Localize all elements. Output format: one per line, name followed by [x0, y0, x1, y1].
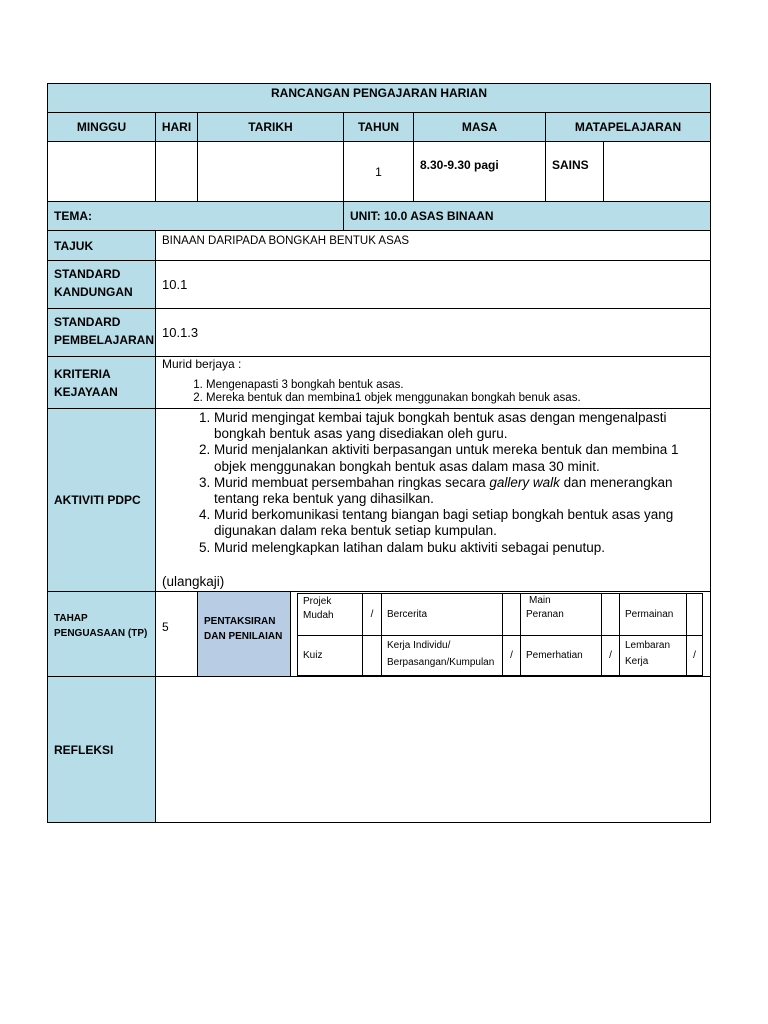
aktiviti-list — [162, 410, 704, 556]
tahap-label — [47, 591, 156, 677]
tajuk-label: TAJUK — [47, 230, 156, 261]
projek-mudah-mark: / — [362, 593, 382, 636]
value-hari — [155, 141, 198, 202]
tahap-value: 5 — [155, 591, 198, 677]
unit-label: UNIT: 10.0 ASAS BINAAN — [343, 201, 711, 231]
main-peranan-line1: Main — [529, 595, 551, 606]
kerja-individu-line2: Berpasangan/Kumpulan — [387, 657, 495, 668]
pemerhatian-mark: / — [601, 635, 620, 677]
aktiviti-item — [214, 410, 694, 442]
kriteria-item: 1. Mengenapasti 3 bongkah bentuk asas. — [206, 379, 704, 392]
lembaran-kerja-line1: Lembaran — [625, 640, 671, 651]
plan-title: RANCANGAN PENGAJARAN HARIAN — [47, 83, 711, 113]
refleksi-value[interactable] — [155, 676, 711, 823]
projek-mudah-label — [297, 593, 363, 636]
kuiz-mark — [362, 635, 382, 677]
kriteria-value — [155, 356, 711, 409]
bercerita-label: Bercerita — [381, 593, 503, 636]
permainan-mark — [686, 593, 703, 636]
standard-pembelajaran-label — [47, 308, 156, 357]
aktiviti-note: (ulangkaji) — [162, 574, 225, 589]
aktiviti-item-emphasis: gallery walk — [489, 474, 560, 490]
standard-kandungan-label-line1: STANDARD — [54, 267, 121, 281]
lembaran-kerja-line2: Kerja — [625, 656, 649, 667]
standard-kandungan-value: 10.1 — [155, 260, 711, 309]
aktiviti-item-text: Murid berkomunikasi tentang biangan bagi setiap bongkah bentuk asas yang digunakan dalam reka bentuk setiap kumpulan. — [214, 507, 674, 539]
lesson-plan-table — [47, 83, 711, 823]
standard-pembelajaran-label-line1: STANDARD — [54, 315, 121, 329]
aktiviti-item-text: Murid mengingat kembai tajuk bongkah bentuk asas dengan mengenalpasti bongkah bentuk asas yang disediakan oleh guru. — [214, 410, 667, 442]
main-peranan-mark — [601, 593, 620, 636]
aktiviti-item-text: Murid menjalankan aktiviti berpasangan untuk mereka bentuk dan membina 1 objek menggunakan bongkah bentuk asas dalam masa 30 minit. — [214, 442, 679, 474]
value-matapelajaran: SAINS — [545, 141, 604, 202]
aktiviti-label: AKTIVITI PDPC — [47, 408, 156, 592]
value-extra — [603, 141, 711, 202]
header-tarikh: TARIKH — [197, 112, 344, 142]
tahap-label-line2: PENGUASAAN (TP) — [54, 628, 148, 639]
kriteria-intro: Murid berjaya : — [162, 357, 242, 371]
kerja-individu-line1: Kerja Individu/ — [387, 640, 451, 651]
header-tahun: TAHUN — [343, 112, 414, 142]
value-tahun: 1 — [343, 141, 414, 202]
aktiviti-item — [214, 475, 694, 507]
kriteria-label-line2: KEJAYAAN — [54, 385, 118, 399]
main-peranan-line2: Peranan — [526, 609, 564, 620]
kriteria-label — [47, 356, 156, 409]
pemerhatian-label: Pemerhatian — [520, 635, 602, 677]
standard-pembelajaran-label-line2: PEMBELAJARAN — [54, 333, 155, 347]
kriteria-item: 2. Mereka bentuk dan membina1 objek menggunakan bongkah benuk asas. — [206, 392, 704, 405]
aktiviti-item — [214, 442, 694, 474]
value-minggu — [47, 141, 156, 202]
kerja-individu-mark: / — [502, 635, 521, 677]
aktiviti-value — [155, 408, 711, 592]
value-tarikh — [197, 141, 344, 202]
pentaksiran-label-line1: PENTAKSIRAN — [204, 616, 276, 627]
standard-pembelajaran-value: 10.1.3 — [155, 308, 711, 357]
header-hari: HARI — [155, 112, 198, 142]
pentaksiran-inner — [297, 593, 703, 676]
tema-label: TEMA: — [47, 201, 344, 231]
kuiz-label: Kuiz — [297, 635, 363, 677]
aktiviti-item — [214, 540, 694, 556]
tahap-label-line1: TAHAP — [54, 613, 88, 624]
header-minggu: MINGGU — [47, 112, 156, 142]
lembaran-kerja-mark: / — [686, 635, 703, 677]
main-peranan-label — [520, 593, 602, 636]
standard-kandungan-label-line2: KANDUNGAN — [54, 285, 133, 299]
kriteria-list — [162, 379, 704, 405]
permainan-label: Permainan — [619, 593, 687, 636]
header-matapelajaran: MATAPELAJARAN — [545, 112, 711, 142]
aktiviti-item — [214, 507, 694, 539]
tajuk-value: BINAAN DARIPADA BONGKAH BENTUK ASAS — [155, 230, 711, 261]
lembaran-kerja-label — [619, 635, 687, 677]
pentaksiran-grid — [290, 591, 711, 677]
pentaksiran-label — [197, 591, 291, 677]
header-masa: MASA — [413, 112, 546, 142]
aktiviti-item-text: dan menerangkan tentang reka bentuk yang dihasilkan. — [214, 474, 673, 507]
projek-mudah-line2: Mudah — [303, 610, 334, 621]
pentaksiran-label-line2: DAN PENILAIAN — [204, 631, 283, 642]
kerja-individu-label — [381, 635, 503, 677]
kriteria-label-line1: KRITERIA — [54, 367, 111, 381]
value-masa: 8.30-9.30 pagi — [413, 141, 546, 202]
refleksi-label: REFLEKSI — [47, 676, 156, 823]
standard-kandungan-label — [47, 260, 156, 309]
projek-mudah-line1: Projek — [303, 596, 332, 607]
aktiviti-item-text: Murid membuat persembahan ringkas secara — [214, 474, 490, 490]
bercerita-mark — [502, 593, 521, 636]
aktiviti-item-text: Murid melengkapkan latihan dalam buku aktiviti sebagai penutup. — [214, 539, 605, 555]
